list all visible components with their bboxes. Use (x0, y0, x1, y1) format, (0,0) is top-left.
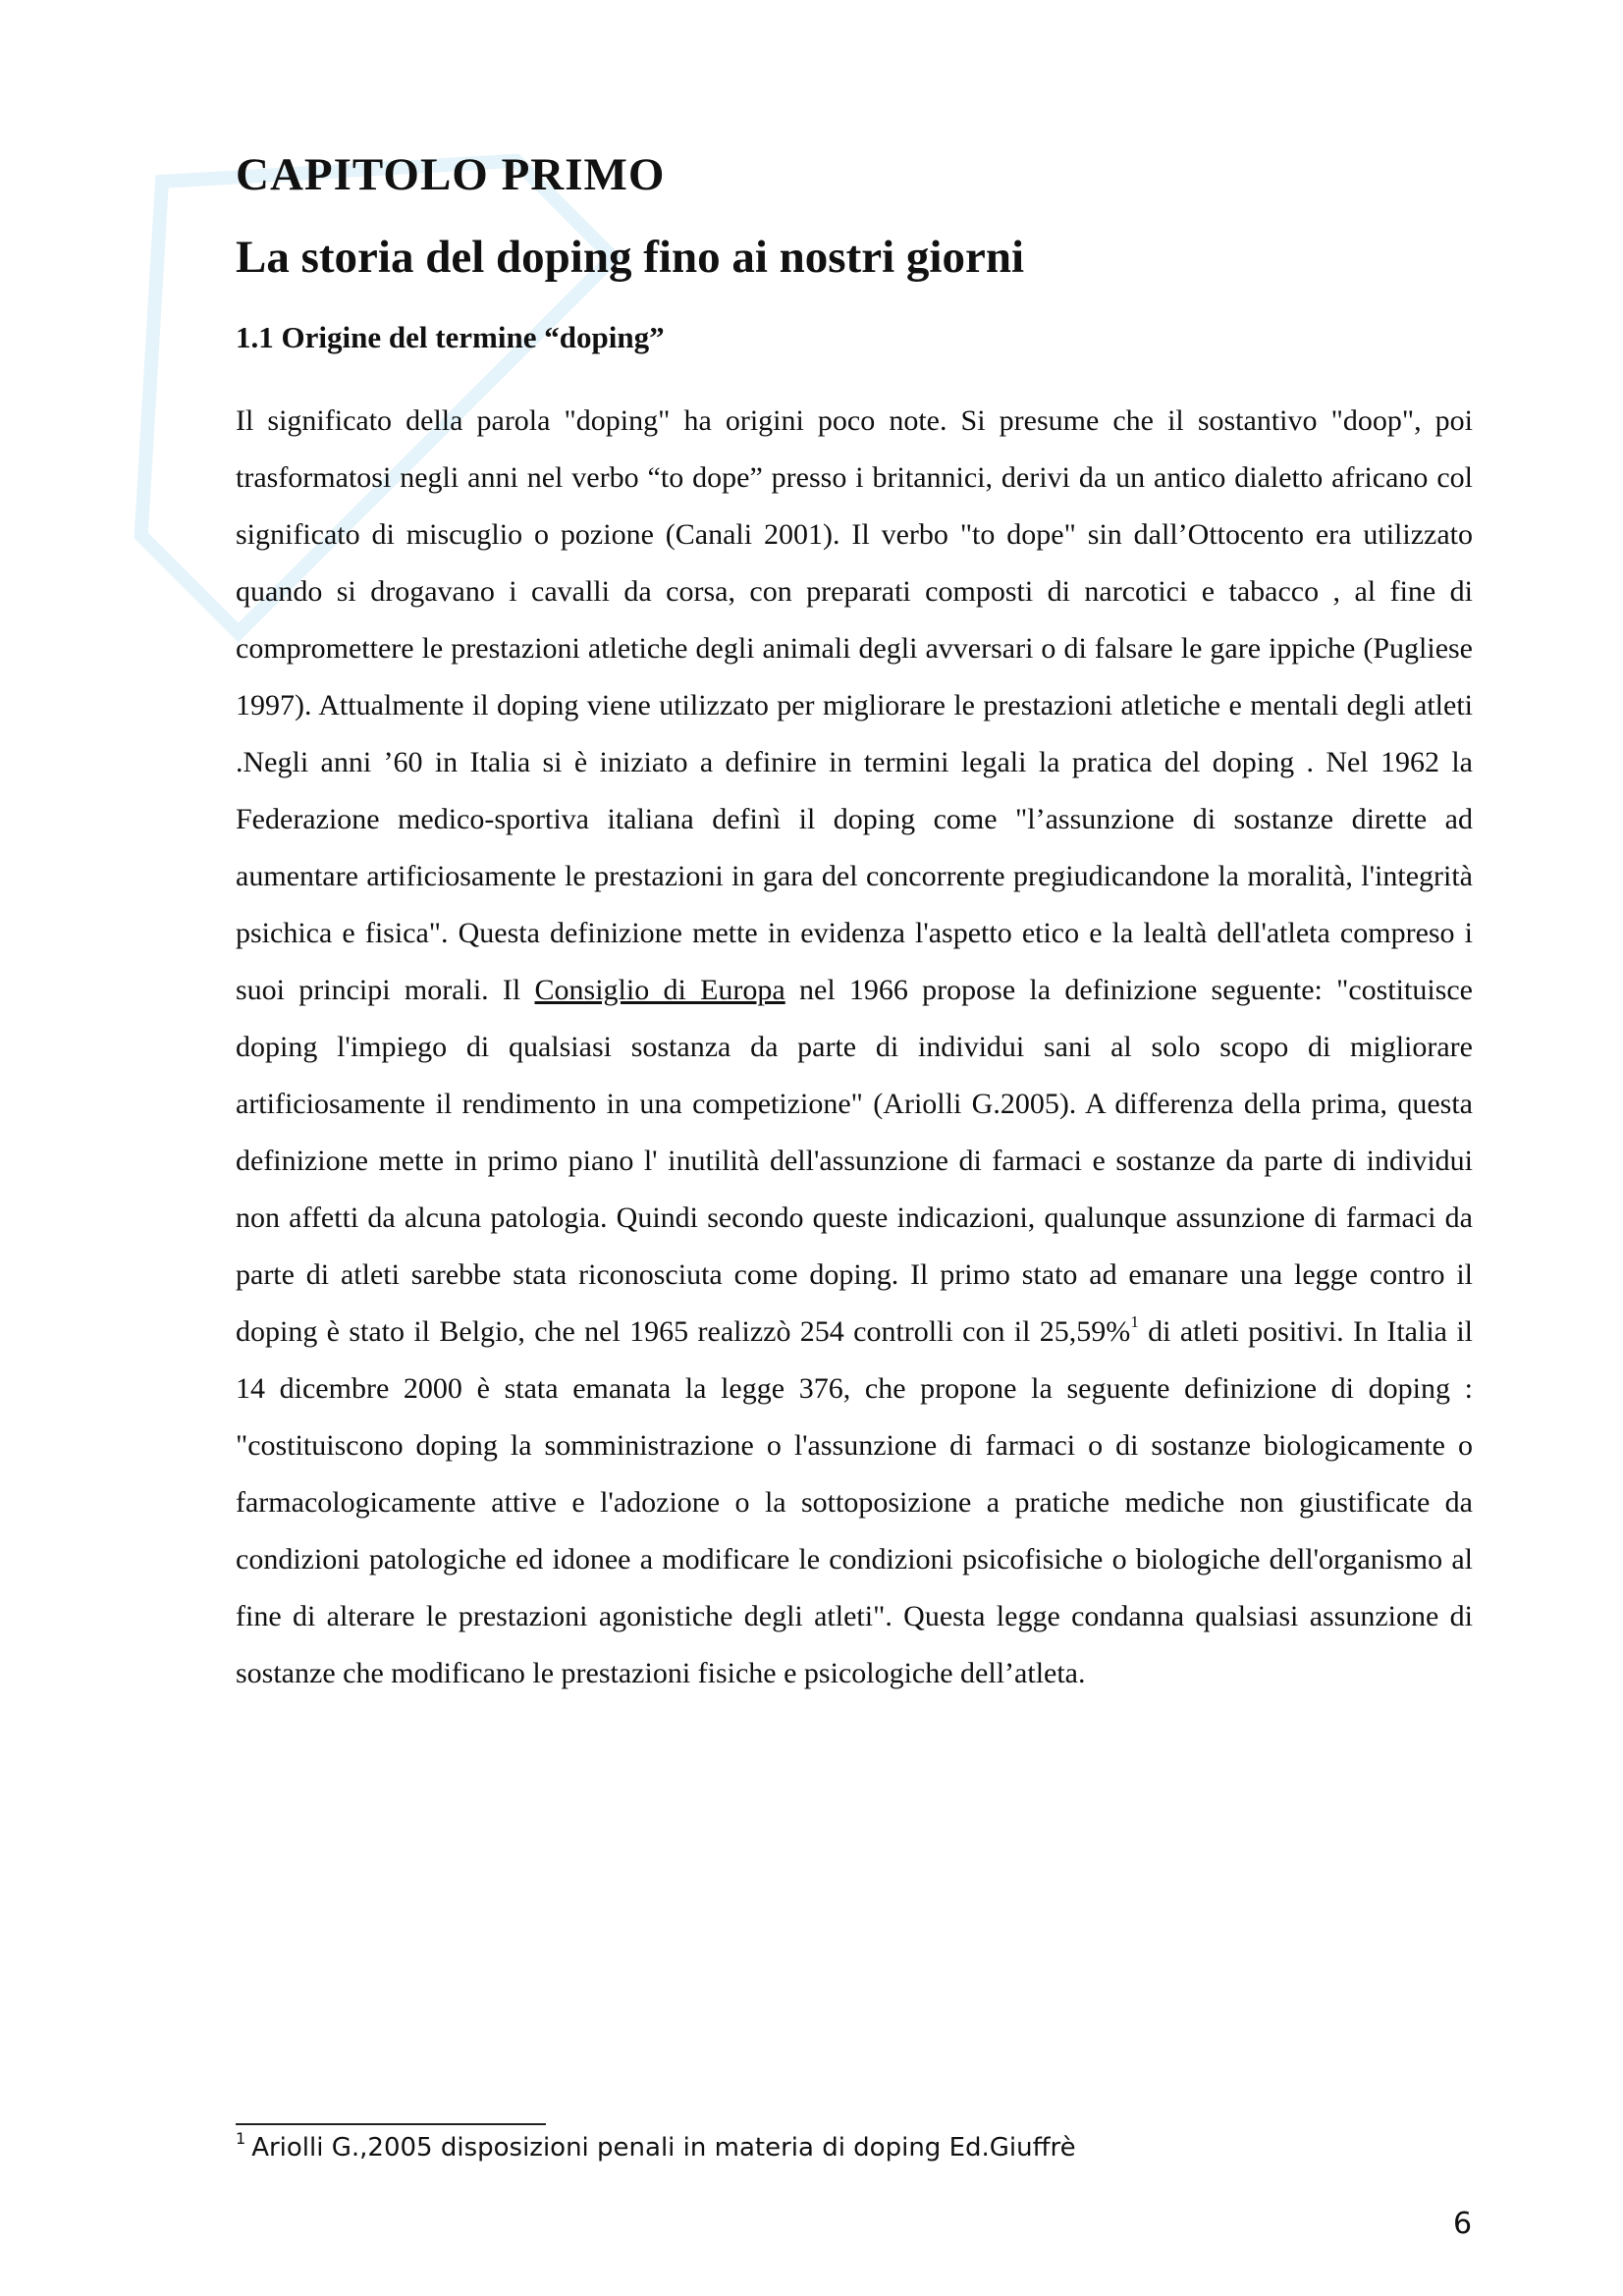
footnote-marker: 1 (236, 2129, 246, 2148)
body-paragraph (236, 393, 1473, 1702)
footnote-reference[interactable]: 1 (1130, 1311, 1139, 1331)
page-number: 6 (1453, 2207, 1473, 2241)
section-heading: 1.1 Origine del termine “doping” (236, 319, 665, 354)
chapter-label: CAPITOLO PRIMO (236, 149, 666, 200)
paragraph-text-part-2: nel 1966 propose la definizione seguente: "costituisce doping l'impiego di qualsiasi sostanza da parte di individui sani al solo scopo di migliorare artificiosamente il rendimento in una competizione" (Ariolli G.2005). A differenza della prima, questa definizione mette in primo piano l' inutilità dell'assunzione di farmaci e sostanze da parte di individui non affetti da alcuna patologia. Quindi secondo queste indicazioni, qualunque assunzione di farmaci da parte di atleti sarebbe stata riconosciuta come doping. Il primo stato ad emanare una legge contro il doping è stato il Belgio, che nel 1965 realizzò 254 controlli con il 25,59% (236, 973, 1473, 1348)
footnote-text: Ariolli G.,2005 disposizioni penali in materia di doping Ed.Giuffrè (251, 2133, 1076, 2163)
footnote (236, 2130, 1473, 2165)
document-body (236, 147, 1473, 1702)
paragraph-text-part-1: Il significato della parola "doping" ha origini poco note. Si presume che il sostantivo "doop", poi trasformatosi negli anni nel verbo “to dope” presso i britannici, derivi da un antico dialetto africano col significato di miscuglio o pozione (Canali 2001). Il verbo "to dope" sin dall’Ottocento era utilizzato quando si drogavano i cavalli da corsa, con preparati composti di narcotici e tabacco , al fine di compromettere le prestazioni atletiche degli animali degli avversari o di falsare le gare ippiche (Pugliese 1997). Attualmente il doping viene utilizzato per migliorare le prestazioni atletiche e mentali degli atleti .Negli anni ’60 in Italia si è iniziato a definire in termini legali la pratica del doping . Nel 1962 la Federazione medico-sportiva italiana definì il doping come "l’assunzione di sostanze dirette ad aumentare artificiosamente le prestazioni in gara del concorrente pregiudicandone la moralità, l'integrità psichica e fisica". Questa definizione mette in evidenza l'aspetto etico e la lealtà dell'atleta compreso i suoi principi morali. Il (236, 403, 1473, 1006)
chapter-title: La storia del doping fino ai nostri giorni (236, 232, 1025, 284)
footnote-separator (236, 2123, 546, 2125)
paragraph-text-part-3: di atleti positivi. In Italia il 14 dicembre 2000 è stata emanata la legge 376, che propone la seguente definizione di doping : "costituiscono doping la somministrazione o l'assunzione di farmaci o di sostanze biologicamente o farmacologicamente attive e l'adozione o la sottoposizione a pratiche mediche non giustificate da condizioni patologiche ed idonee a modificare le condizioni psicofisiche o biologiche dell'organismo al fine di alterare le prestazioni agonistiche degli atleti". Questa legge condanna qualsiasi assunzione di sostanze che modificano le prestazioni fisiche e psicologiche dell’atleta. (236, 1314, 1473, 1689)
consiglio-di-europa-link[interactable]: Consiglio di Europa (534, 973, 785, 1006)
